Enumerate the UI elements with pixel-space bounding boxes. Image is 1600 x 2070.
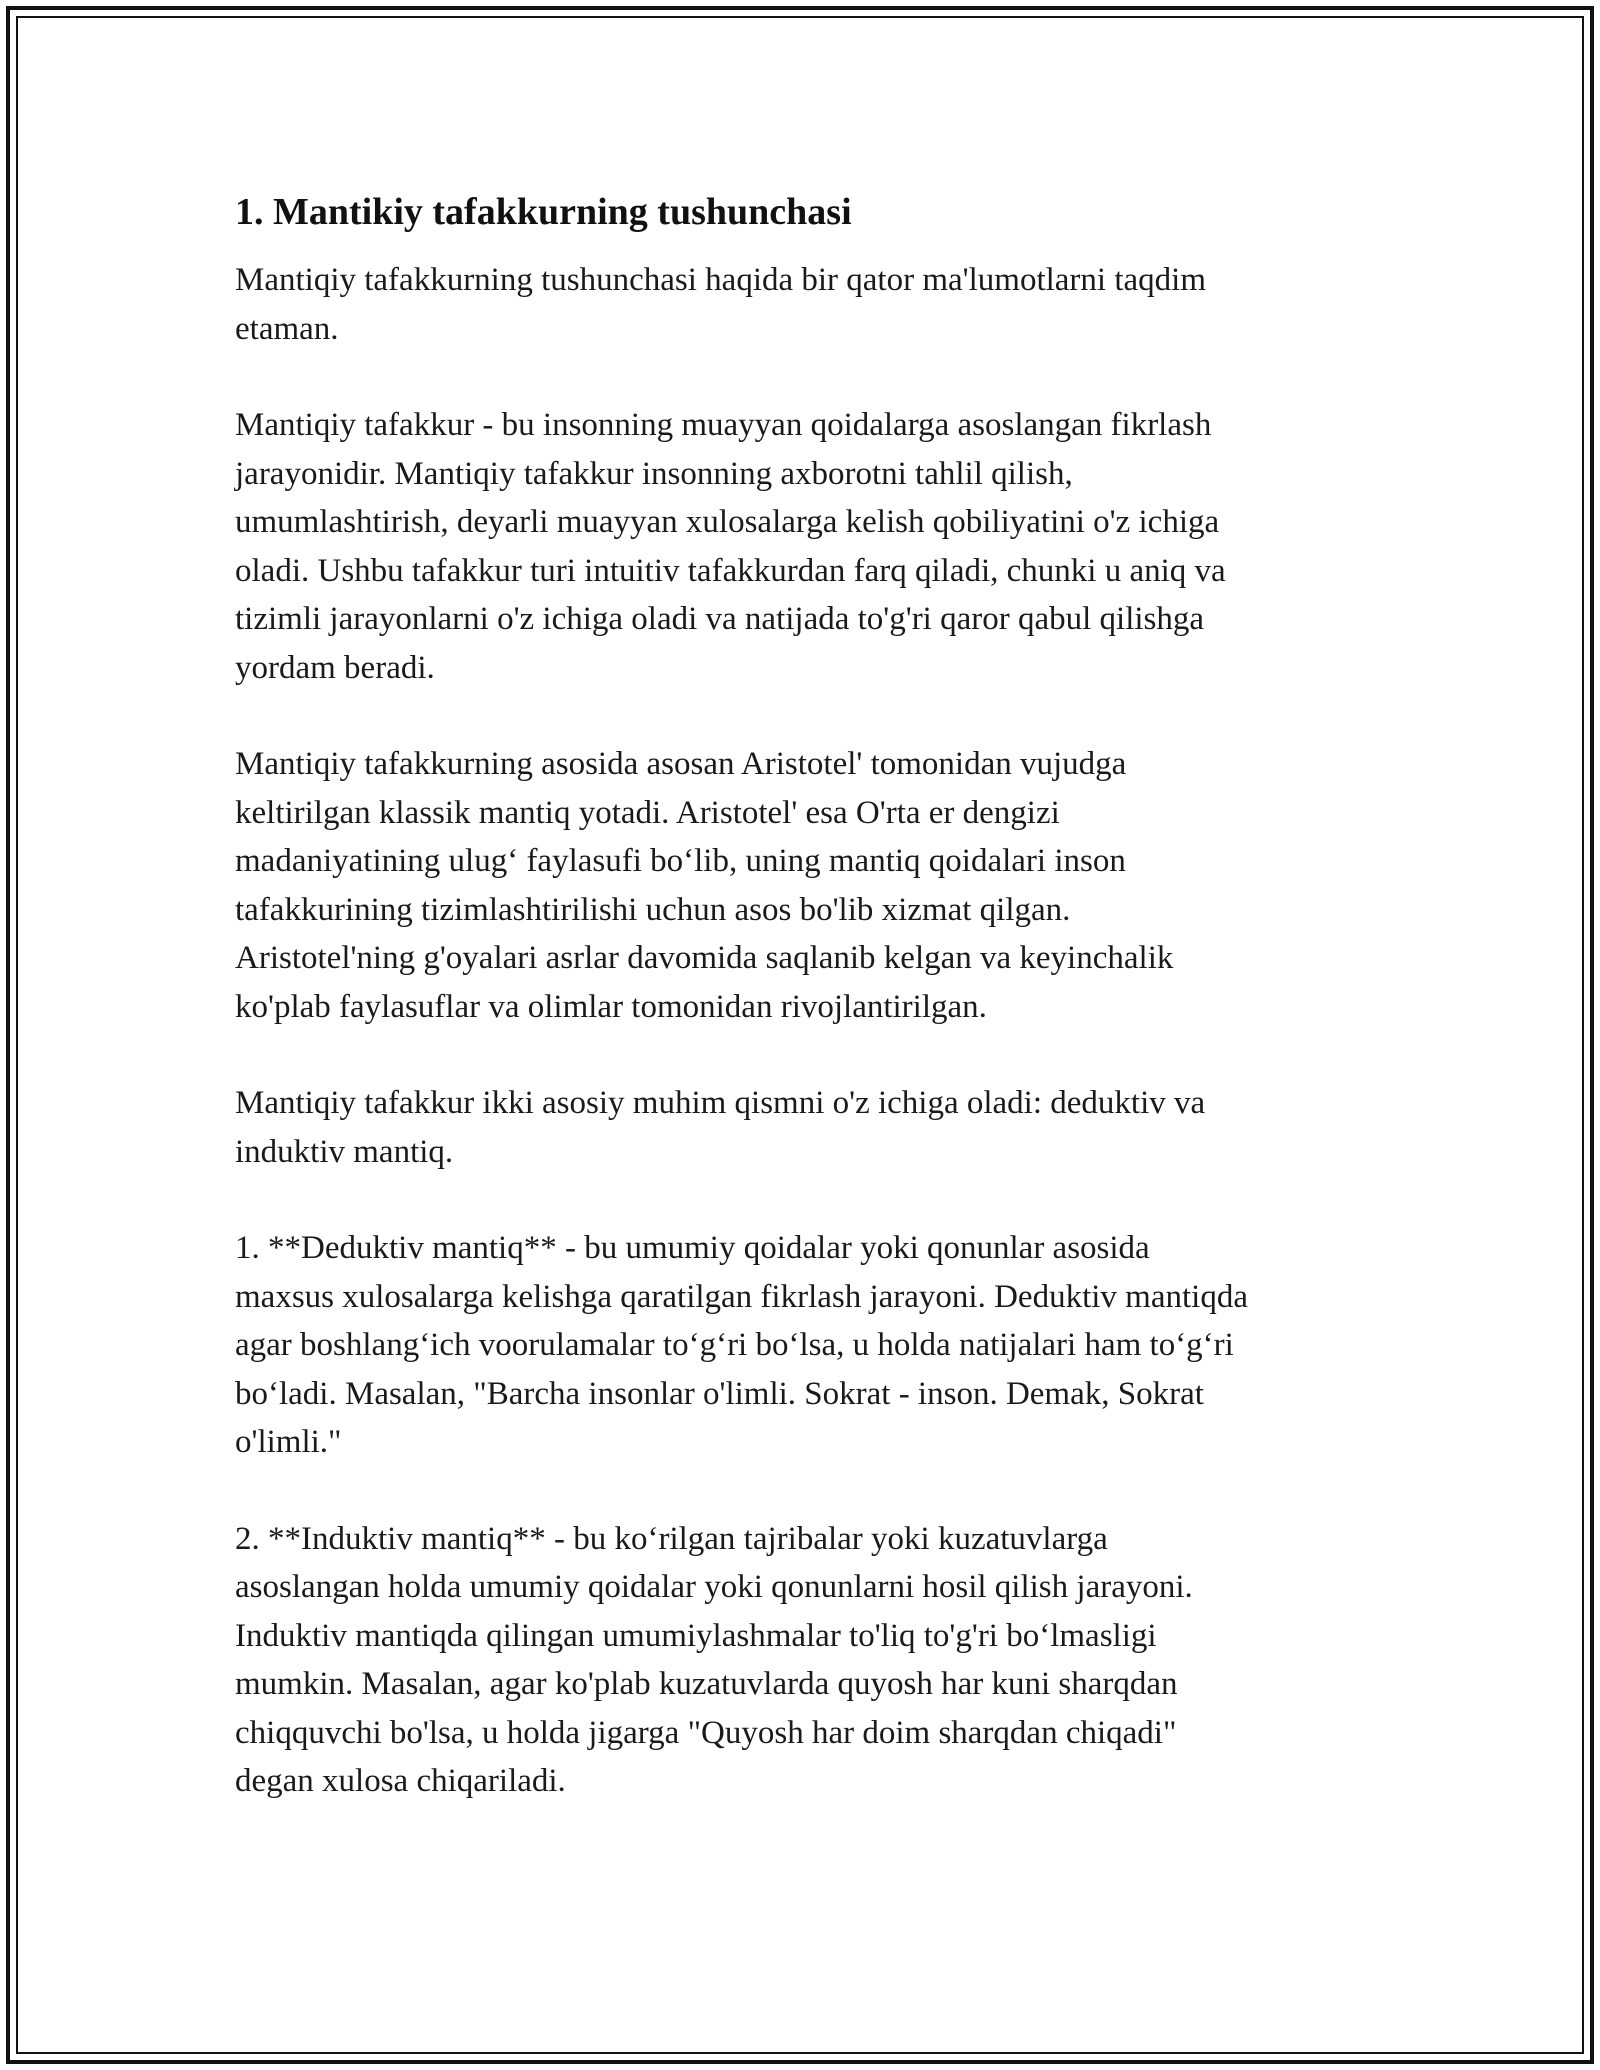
document-body [235,188,1370,1854]
paragraph-intro: Mantiqiy tafakkurning tushunchasi haqida bir qator ma'lumotlarni taqdim etaman. [235,262,1206,347]
paragraph-aristotle: Mantiqiy tafakkurning asosida asosan Aristotel' tomonidan vujudga keltirilgan klassik mantiq yotadi. Aristotel' esa O'rta er dengizi madaniyatining ulug‘ faylasufi bo‘lib, uning mantiq qoidalari inson tafakkurining tizimlashtirilishi uchun asos bo'lib xizmat qilgan. Aristotel'ning g'oyalari asrlar davomida saqlanib kelgan va keyinchalik ko'plab faylasuflar va olimlar tomonidan rivojlantirilgan. [235,746,1174,1025]
paragraph-deductive: 1. **Deduktiv mantiq** - bu umumiy qoidalar yoki qonunlar asosida maxsus xulosalarga kelishga qaratilgan fikrlash jarayoni. Deduktiv mantiqda agar boshlang‘ich voorulamalar to‘g‘ri bo‘lsa, u holda natijalari ham to‘g‘ri bo‘ladi. Masalan, "Barcha insonlar o'limli. Sokrat - inson. Demak, Sokrat o'limli." [235,1230,1248,1460]
paragraph-two-parts: Mantiqiy tafakkur ikki asosiy muhim qismni o'z ichiga oladi: deduktiv va induktiv mantiq. [235,1085,1206,1170]
paragraph-definition: Mantiqiy tafakkur - bu insonning muayyan qoidalarga asoslangan fikrlash jarayonidir. Mantiqiy tafakkur insonning axborotni tahlil qilish, umumlashtirish, deyarli muayyan xulosalarga kelish qobiliyatini o'z ichiga oladi. Ushbu tafakkur turi intuitiv tafakkurdan farq qiladi, chunki u aniq va tizimli jarayonlarni o'z ichiga oladi va natijada to'g'ri qaror qabul qilishga yordam beradi. [235,407,1226,686]
paragraph-inductive: 2. **Induktiv mantiq** - bu ko‘rilgan tajribalar yoki kuzatuvlarga asoslangan holda umumiy qoidalar yoki qonunlarni hosil qilish jarayoni. Induktiv mantiqda qilingan umumiylashmalar to'liq to'g'ri bo‘lmasligi mumkin. Masalan, agar ko'plab kuzatuvlarda quyosh har kuni sharqdan chiqquvchi bo'lsa, u holda jigarga "Quyosh har doim sharqdan chiqadi" degan xulosa chiqariladi. [235,1520,1193,1799]
document-title: 1. Mantikiy tafakkurning tushunchasi [235,191,852,233]
